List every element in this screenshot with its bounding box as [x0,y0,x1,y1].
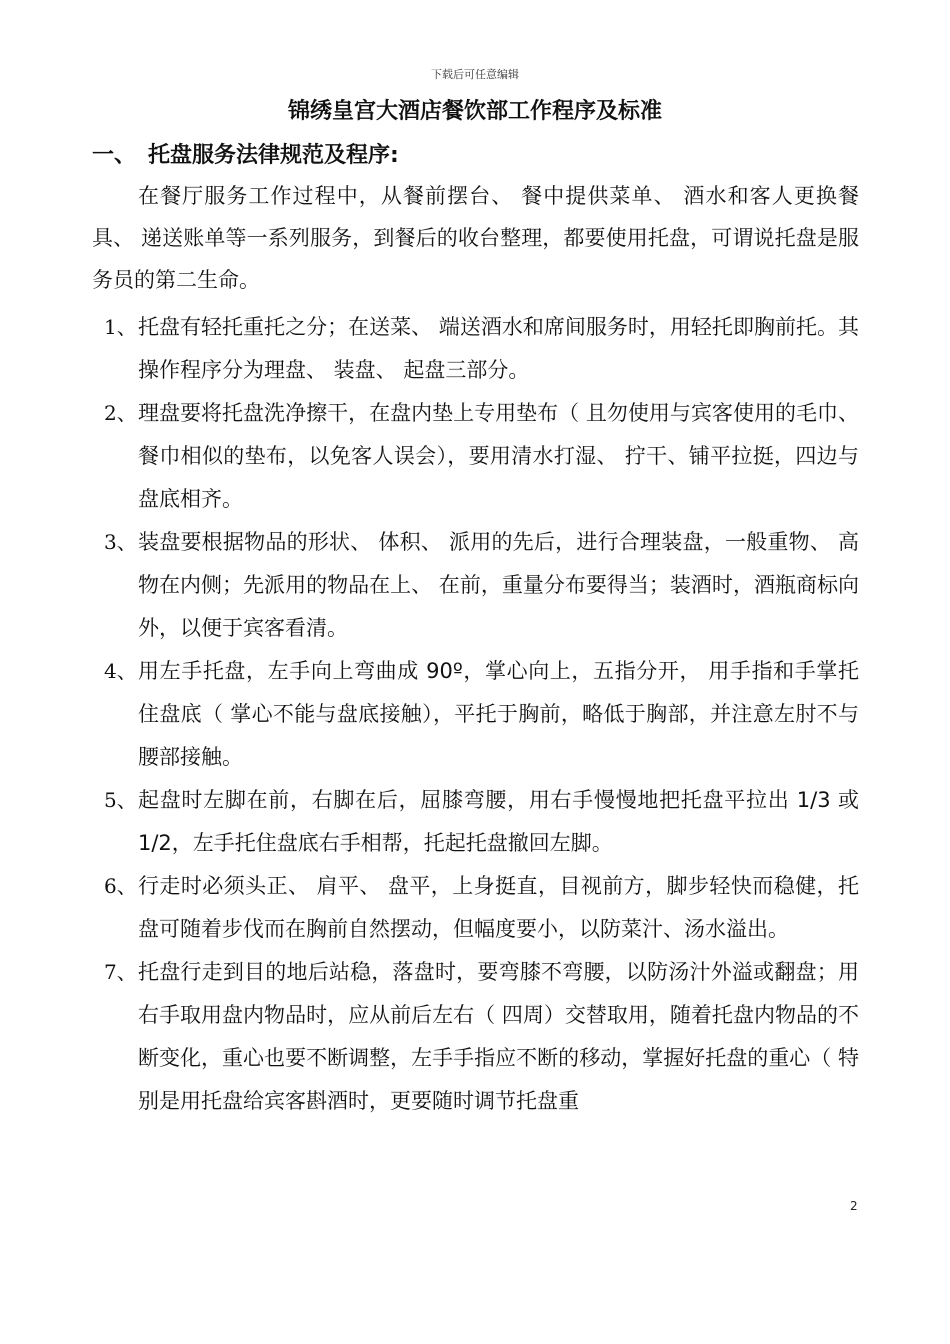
list-item-text: 托盘有轻托重托之分；在送菜、 端送酒水和席间服务时，用轻托即胸前托。其操作程序分为理盘、 装盘、 起盘三部分。 [138,315,859,382]
list-item [92,521,859,650]
section-number: 一、 [92,143,137,168]
list-item [92,865,859,951]
list-item-number: 4、 [104,659,137,683]
list-item-number: 7、 [104,960,137,984]
list-item [92,650,859,779]
document-title: 锦绣皇宫大酒店餐饮部工作程序及标准 [287,99,662,124]
list-item-text: 用左手托盘，左手向上弯曲成 90º，掌心向上，五指分开， 用手指和手掌托住盘底（ 掌心不能与盘底接触），平托于胸前，略低于胸部，并注意左肘不与腰部接触。 [138,659,859,769]
list-item-number: 6、 [104,874,137,898]
list-item-number: 2、 [104,401,137,425]
intro-paragraph: 在餐厅服务工作过程中，从餐前摆台、 餐中提供菜单、 酒水和客人更换餐具、 递送账单等一系列服务，到餐后的收台整理，都要使用托盘，可谓说托盘是服务员的第二生命。 [92,184,859,292]
list-item-number: 5、 [104,788,137,812]
list-item-text: 起盘时左脚在前，右脚在后，屈膝弯腰，用右手慢慢地把托盘平拉出 1/3 或 1/2，左手托住盘底右手相帮，托起托盘撤回左脚。 [138,788,859,855]
list-item [92,951,859,1123]
list-item-number: 3、 [104,530,137,554]
list-item [92,392,859,521]
list-item [92,779,859,865]
list-item-text: 托盘行走到目的地后站稳，落盘时，要弯膝不弯腰，以防汤汁外溢或翻盘；用右手取用盘内物品时，应从前后左右（ 四周）交替取用，随着托盘内物品的不断变化，重心也要不断调整，左手手指应不断的移动，掌握好托盘的重心（ 特别是用托盘给宾客斟酒时，更要随时调节托盘重 [138,960,859,1113]
page-number: 2 [850,1199,858,1213]
list-item-text: 理盘要将托盘洗净擦干，在盘内垫上专用垫布（ 且勿使用与宾客使用的毛巾、 餐巾相似的垫布，以免客人误会），要用清水打湿、 拧干、铺平拉挺，四边与盘底相齐。 [138,401,859,511]
section-heading [92,138,399,169]
list-item [92,306,859,392]
list-item-text: 行走时必须头正、 肩平、 盘平，上身挺直，目视前方，脚步轻快而稳健，托盘可随着步伐而在胸前自然摆动，但幅度要小，以防菜汁、汤水溢出。 [138,874,859,941]
procedure-list [92,306,859,1123]
header-note: 下载后可任意编辑 [431,68,519,81]
list-item-text: 装盘要根据物品的形状、 体积、 派用的先后，进行合理装盘，一般重物、 高物在内侧；先派用的物品在上、 在前，重量分布要得当；装酒时，酒瓶商标向外，以便于宾客看清。 [138,530,859,640]
list-item-number: 1、 [104,315,137,339]
section-heading-text: 托盘服务法律规范及程序: [148,143,399,168]
